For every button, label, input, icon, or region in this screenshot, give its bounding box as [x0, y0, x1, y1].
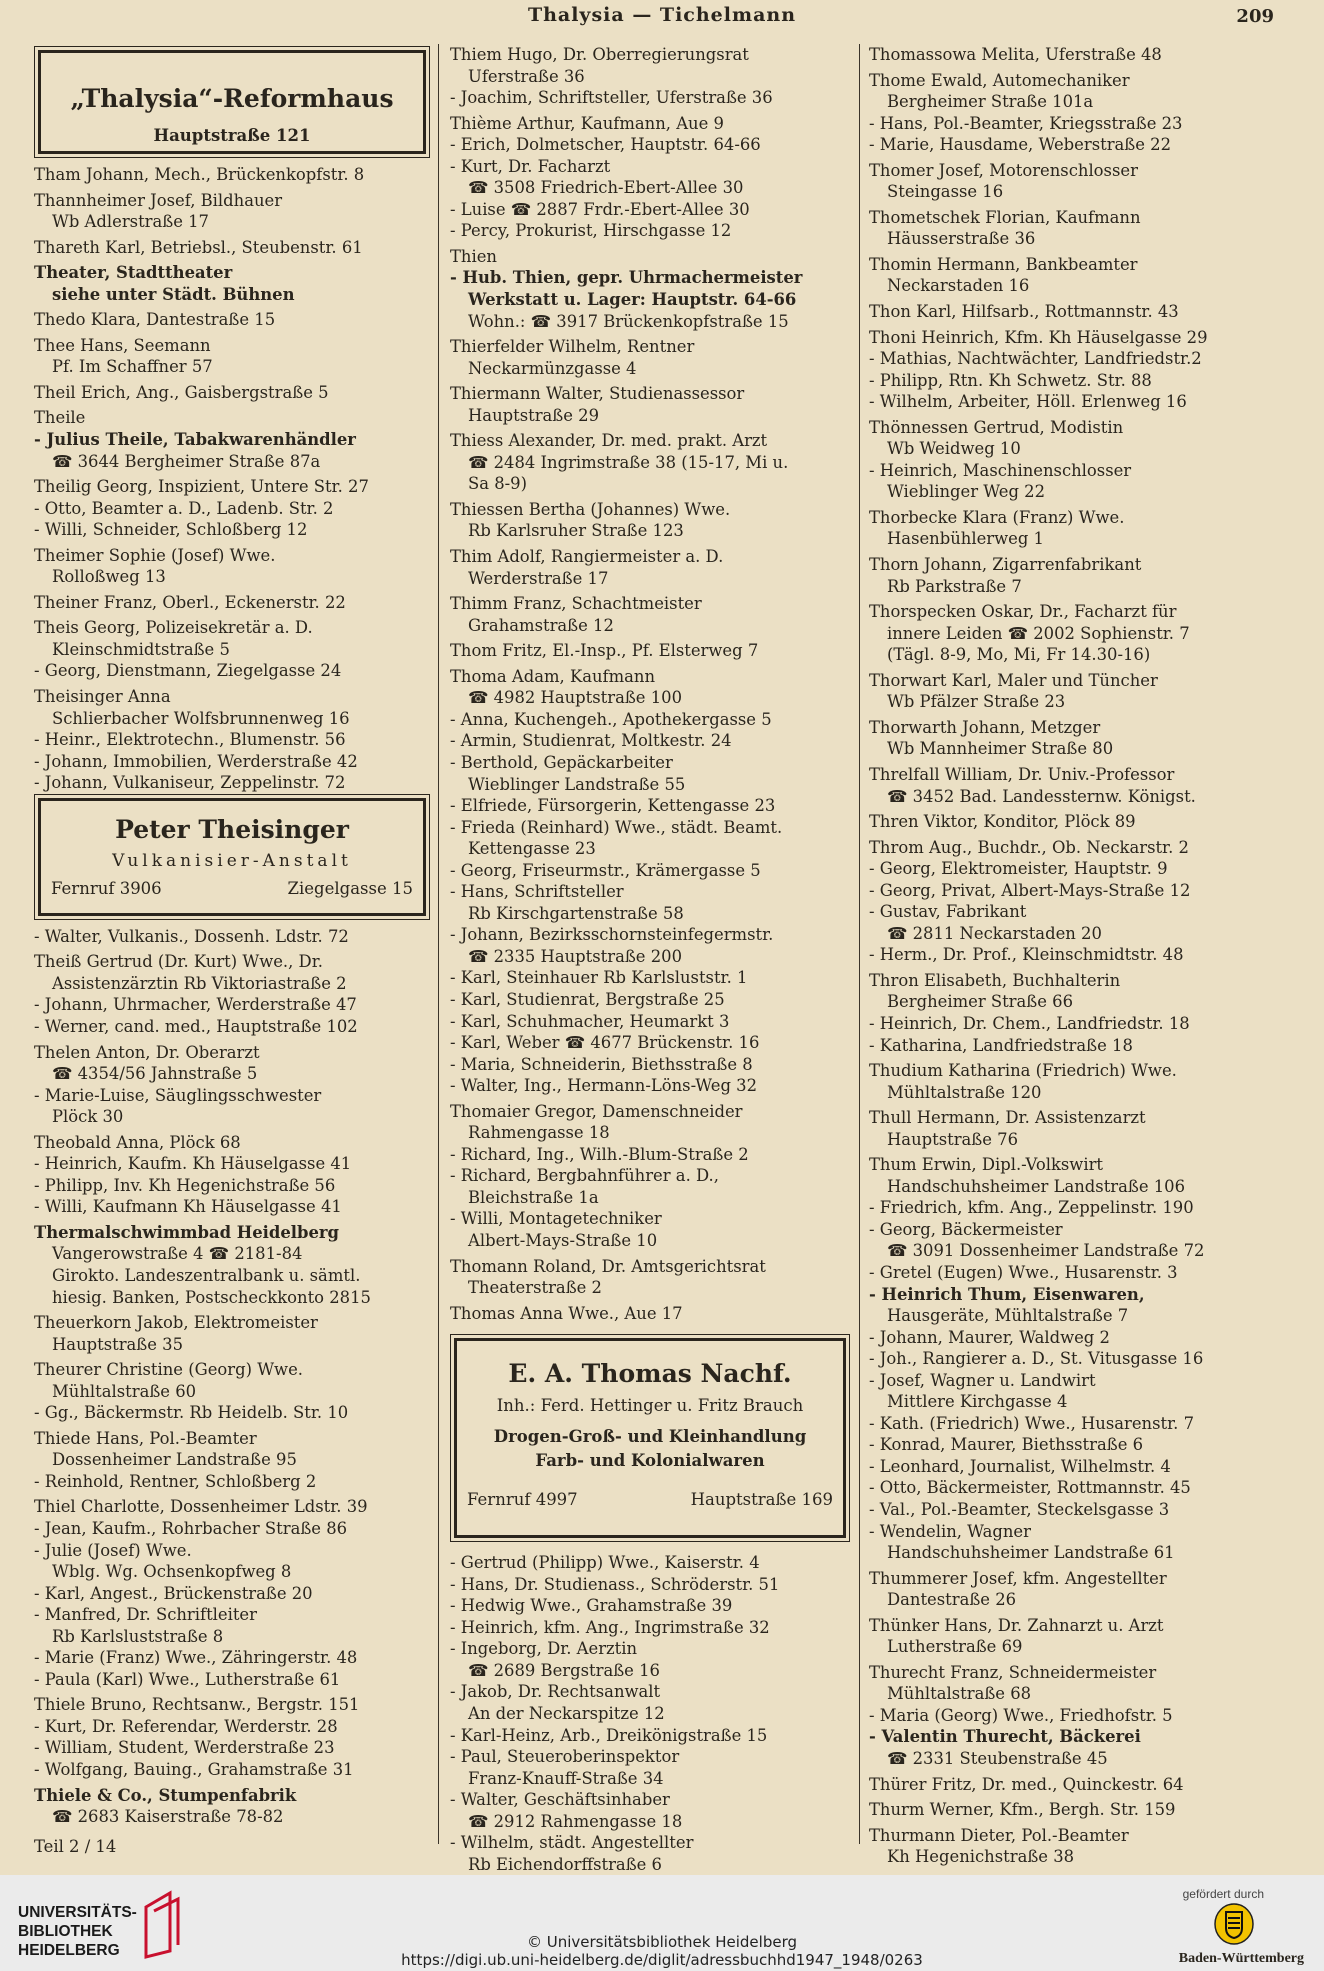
- permalink[interactable]: https://digi.ub.uni-heidelberg.de/diglit/adressbuchhd1947_1948/0263: [401, 1951, 923, 1969]
- directory-entry-line: Thedo Klara, Dantestraße 15: [34, 310, 276, 330]
- directory-entry-line: - Karl, Studienrat, Bergstraße 25: [450, 989, 725, 1009]
- directory-entry-line: - Philipp, Inv. Kh Hegenichstraße 56: [34, 1175, 336, 1195]
- directory-entry-line: Mühltalstraße 120: [887, 1082, 1042, 1102]
- directory-entry-line: Werderstraße 17: [468, 568, 609, 588]
- directory-entry-line: - Johann, Immobilien, Werderstraße 42: [34, 751, 358, 771]
- directory-entry-line: Thurm Werner, Kfm., Bergh. Str. 159: [869, 1800, 1176, 1820]
- directory-entry-line: Thorbecke Klara (Franz) Wwe.: [869, 507, 1125, 527]
- directory-entry-line: - Otto, Bäckermeister, Rottmannstr. 45: [869, 1478, 1191, 1498]
- entry-list: [34, 164, 430, 794]
- directory-entry-line: Theiß Gertrud (Dr. Kurt) Wwe., Dr.: [34, 952, 323, 972]
- directory-entry-line: - Walter, Ing., Hermann-Löns-Weg 32: [450, 1076, 758, 1096]
- directory-entry-line: Theater, Stadttheater: [34, 263, 233, 283]
- directory-entry-line: - Karl, Angest., Brückenstraße 20: [34, 1583, 313, 1603]
- ad-subtitle: Vulkanisier-Anstalt: [112, 850, 352, 871]
- directory-entry-line: Thee Hans, Seemann: [34, 335, 211, 355]
- directory-entry-line: Thiess Alexander, Dr. med. prakt. Arzt: [450, 431, 768, 451]
- directory-entry-line: - Hans, Schriftsteller: [450, 882, 624, 902]
- directory-entry-line: Assistenzärztin Rb Viktoriastraße 2: [52, 973, 347, 993]
- directory-entry-line: Thummerer Josef, kfm. Angestellter: [869, 1568, 1167, 1588]
- directory-entry-line: Tham Johann, Mech., Brückenkopfstr. 8: [34, 165, 365, 184]
- directory-entry-line: Wieblinger Weg 22: [887, 482, 1046, 502]
- viewer-footer: [0, 1875, 1324, 1971]
- directory-entry-line: - Hans, Dr. Studienass., Schröderstr. 51: [450, 1574, 780, 1594]
- part-marker: Teil 2 / 14: [34, 1836, 117, 1856]
- directory-entry-line: - Georg, Dienstmann, Ziegelgasse 24: [34, 661, 342, 681]
- entry-list: [450, 44, 856, 1324]
- directory-entry-line: - Gretel (Eugen) Wwe., Husarenstr. 3: [869, 1262, 1178, 1282]
- directory-entry-line: Thimm Franz, Schachtmeister: [450, 594, 702, 614]
- directory-entry-line: Wohn.: ☎ 3917 Brückenkopfstraße 15: [468, 311, 789, 331]
- directory-entry-line: Thurecht Franz, Schneidermeister: [869, 1662, 1157, 1682]
- directory-entry-line: ☎ 4354/56 Jahnstraße 5: [52, 1064, 258, 1084]
- directory-entry-line: - Walter, Vulkanis., Dossenh. Ldstr. 72: [34, 926, 349, 946]
- directory-entry-line: Bergheimer Straße 66: [887, 992, 1073, 1012]
- directory-entry-line: - Wendelin, Wagner: [869, 1521, 1031, 1541]
- directory-entry-line: Theilig Georg, Inspizient, Untere Str. 27: [34, 477, 369, 497]
- ad-title: E. A. Thomas Nachf.: [508, 1359, 792, 1389]
- directory-entry-line: Dossenheimer Landstraße 95: [52, 1450, 297, 1470]
- directory-entry-line: Rb Karlsluststraße 8: [52, 1626, 224, 1646]
- directory-entry-line: Rb Eichendorffstraße 6: [468, 1854, 662, 1874]
- directory-entry-line: Mühltalstraße 68: [887, 1684, 1032, 1704]
- directory-entry-line: Threlfall William, Dr. Univ.-Professor: [869, 764, 1175, 784]
- logo-line: HEIDELBERG: [18, 1942, 120, 1959]
- directory-entry-line: - Willi, Schneider, Schloßberg 12: [34, 520, 308, 540]
- directory-entry-line: - Heinrich, Dr. Chem., Landfriedstr. 18: [869, 1013, 1190, 1033]
- directory-entry-line: - Heinrich, Kaufm. Kh Häuselgasse 41: [34, 1154, 352, 1174]
- directory-entry-line: - Erich, Dolmetscher, Hauptstr. 64-66: [450, 135, 761, 155]
- directory-entry-line: Throm Aug., Buchdr., Ob. Neckarstr. 2: [869, 837, 1189, 857]
- ad-phone: Fernruf 4997: [467, 1489, 578, 1509]
- directory-entry-line: Thorwarth Johann, Metzger: [869, 717, 1101, 737]
- directory-entry-line: - Maria (Georg) Wwe., Friedhofstr. 5: [869, 1705, 1173, 1725]
- directory-entry-line: Wieblinger Landstraße 55: [468, 774, 686, 794]
- ad-business-line: Farb- und Kolonialwaren: [535, 1450, 765, 1470]
- directory-entry-line: Thomann Roland, Dr. Amtsgerichtsrat: [450, 1256, 766, 1276]
- directory-entry-line: Thomassowa Melita, Uferstraße 48: [869, 45, 1162, 64]
- directory-entry-line: - Marie-Luise, Säuglingsschwester: [34, 1085, 322, 1105]
- directory-entry-line: Thareth Karl, Betriebsl., Steubenstr. 61: [34, 237, 363, 257]
- directory-entry-line: Rb Karlsruher Straße 123: [468, 521, 684, 541]
- directory-entry-line: Thorn Johann, Zigarrenfabrikant: [869, 555, 1142, 575]
- directory-entry-line: siehe unter Städt. Bühnen: [52, 284, 295, 304]
- directory-entry-line: Neckarstaden 16: [887, 276, 1030, 296]
- directory-entry-line: - Heinrich, kfm. Ang., Ingrimstraße 32: [450, 1617, 770, 1637]
- directory-entry-line: - Percy, Prokurist, Hirschgasse 12: [450, 221, 732, 241]
- directory-entry-line: Thième Arthur, Kaufmann, Aue 9: [450, 113, 724, 133]
- directory-entry-line: Thiem Hugo, Dr. Oberregierungsrat: [450, 45, 749, 64]
- ad-address: Hauptstraße 121: [153, 126, 311, 145]
- directory-entry-line: - Frieda (Reinhard) Wwe., städt. Beamt.: [450, 817, 783, 837]
- directory-entry-line: Mittlere Kirchgasse 4: [887, 1392, 1068, 1412]
- directory-entry-line: - Joh., Rangierer a. D., St. Vitusgasse 16: [869, 1349, 1204, 1369]
- directory-entry-line: Thermalschwimmbad Heidelberg: [34, 1222, 340, 1242]
- directory-entry-line: ☎ 2689 Bergstraße 16: [468, 1660, 660, 1680]
- funded-by-label: gefördert durch: [1182, 1887, 1264, 1901]
- directory-entry-line: - Mathias, Nachtwächter, Landfriedstr.2: [869, 349, 1202, 369]
- directory-entry-line: Thomer Josef, Motorenschlosser: [869, 160, 1138, 180]
- directory-entry-line: - Armin, Studienrat, Moltkestr. 24: [450, 731, 732, 751]
- directory-entry-line: - Berthold, Gepäckarbeiter: [450, 752, 673, 772]
- entry-list: [869, 44, 1275, 1940]
- directory-entry-line: Thien: [450, 246, 497, 266]
- directory-entry-line: Thelen Anton, Dr. Oberarzt: [34, 1042, 260, 1062]
- directory-entry-line: Thull Hermann, Dr. Assistenzarzt: [869, 1108, 1146, 1128]
- directory-entry-line: - Ingeborg, Dr. Aerztin: [450, 1639, 638, 1659]
- entry-list: [34, 926, 430, 1828]
- directory-entry-line: Thudium Katharina (Friedrich) Wwe.: [869, 1061, 1177, 1081]
- directory-entry-line: Neckarmünzgasse 4: [468, 358, 637, 378]
- directory-entry-line: ☎ 2683 Kaiserstraße 78-82: [52, 1807, 284, 1827]
- directory-entry-line: - Johann, Uhrmacher, Werderstraße 47: [34, 995, 357, 1015]
- column-rule: [438, 44, 439, 1844]
- directory-entry-line: - Valentin Thurecht, Bäckerei: [869, 1727, 1141, 1747]
- directory-entry-line: - William, Student, Werderstraße 23: [34, 1738, 335, 1758]
- directory-entry-line: Wb Weidweg 10: [887, 439, 1021, 459]
- directory-entry-line: Rb Kirschgartenstraße 58: [468, 903, 684, 923]
- directory-entry-line: Thoma Adam, Kaufmann: [450, 666, 656, 686]
- directory-entry-line: - Friedrich, kfm. Ang., Zeppelinstr. 190: [869, 1198, 1194, 1218]
- directory-entry-line: Theis Georg, Polizeisekretär a. D.: [34, 618, 313, 638]
- directory-entry-line: - Jean, Kaufm., Rohrbacher Straße 86: [34, 1518, 348, 1538]
- column-2: [450, 44, 856, 1875]
- directory-entry-line: Albert-Mays-Straße 10: [468, 1230, 658, 1250]
- directory-entry-line: - Philipp, Rtn. Kh Schwetz. Str. 88: [869, 370, 1152, 390]
- directory-entry-line: Werkstatt u. Lager: Hauptstr. 64-66: [468, 290, 797, 310]
- directory-entry-line: - Johann, Vulkaniseur, Zeppelinstr. 72: [34, 773, 346, 793]
- directory-entry-line: Steingasse 16: [887, 182, 1004, 202]
- directory-entry-line: hiesig. Banken, Postscheckkonto 2815: [52, 1287, 371, 1307]
- column-rule: [859, 44, 860, 1844]
- funder-name: Baden-Württemberg: [1178, 1951, 1304, 1966]
- copyright: © Universitätsbibliothek Heidelberg: [526, 1933, 797, 1951]
- directory-entry-line: Kleinschmidtstraße 5: [52, 639, 230, 659]
- directory-entry-line: - Georg, Bäckermeister: [869, 1219, 1063, 1239]
- directory-entry-line: - Reinhold, Rentner, Schloßberg 2: [34, 1471, 317, 1491]
- directory-entry-line: - Heinr., Elektrotechn., Blumenstr. 56: [34, 730, 346, 750]
- directory-entry-line: ☎ 2331 Steubenstraße 45: [887, 1749, 1108, 1769]
- column-1: [34, 44, 430, 1857]
- directory-entry-line: - Konrad, Maurer, Biethsstraße 6: [869, 1435, 1144, 1455]
- directory-entry-line: Kh Hegenichstraße 38: [887, 1847, 1075, 1867]
- directory-entry-line: - Georg, Elektromeister, Hauptstr. 9: [869, 859, 1168, 879]
- directory-entry-line: - Josef, Wagner u. Landwirt: [869, 1370, 1096, 1390]
- directory-entry-line: Theaterstraße 2: [468, 1278, 602, 1298]
- directory-entry-line: Wb Adlerstraße 17: [52, 212, 209, 232]
- directory-entry-line: - Gertrud (Philipp) Wwe., Kaiserstr. 4: [450, 1553, 760, 1573]
- directory-entry-line: Theil Erich, Ang., Gaisbergstraße 5: [34, 382, 329, 402]
- directory-entry-line: Hauptstraße 29: [468, 405, 600, 425]
- directory-entry-line: Thurmann Dieter, Pol.-Beamter: [869, 1825, 1129, 1845]
- directory-entry-line: - Marie (Franz) Wwe., Zähringerstr. 48: [34, 1648, 358, 1668]
- directory-entry-line: - Katharina, Landfriedstraße 18: [869, 1035, 1133, 1055]
- entry-list: [450, 1552, 856, 1875]
- directory-entry-line: ☎ 2335 Hauptstraße 200: [468, 946, 682, 966]
- directory-entry-line: Thiermann Walter, Studienassessor: [450, 384, 745, 404]
- directory-entry-line: - Maria, Schneiderin, Biethsstraße 8: [450, 1054, 753, 1074]
- directory-entry-line: - Johann, Bezirksschornsteinfegermstr.: [450, 925, 774, 945]
- directory-entry-line: Thometschek Florian, Kaufmann: [869, 207, 1141, 227]
- directory-entry-line: Handschuhsheimer Landstraße 61: [887, 1543, 1175, 1563]
- directory-entry-line: Wb Mannheimer Straße 80: [887, 739, 1114, 759]
- page-number: 209: [1236, 6, 1274, 27]
- directory-entry-line: - Richard, Bergbahnführer a. D.,: [450, 1166, 719, 1186]
- directory-entry-line: Thierfelder Wilhelm, Rentner: [450, 337, 695, 357]
- ad-phone: Fernruf 3906: [51, 879, 162, 899]
- directory-entry-line: Wblg. Wg. Ochsenkopfweg 8: [52, 1562, 292, 1582]
- directory-entry-line: Kettengasse 23: [468, 839, 596, 859]
- directory-entry-line: Vangerowstraße 4 ☎ 2181-84: [52, 1244, 303, 1264]
- directory-entry-line: - Paul, Steueroberinspektor: [450, 1747, 680, 1767]
- directory-entry-line: Franz-Knauff-Straße 34: [468, 1768, 664, 1788]
- directory-entry-line: Hauptstraße 76: [887, 1129, 1019, 1149]
- directory-entry-line: - Karl, Schuhmacher, Heumarkt 3: [450, 1011, 730, 1031]
- ad-thalysia: [38, 50, 426, 154]
- logo-line: UNIVERSITÄTS-: [18, 1904, 137, 1921]
- directory-entry-line: Rb Parkstraße 7: [887, 576, 1022, 596]
- directory-entry-line: - Julius Theile, Tabakwarenhändler: [34, 430, 356, 450]
- directory-entry-line: - Willi, Kaufmann Kh Häuselgasse 41: [34, 1197, 342, 1217]
- directory-entry-line: - Georg, Privat, Albert-Mays-Straße 12: [869, 880, 1191, 900]
- directory-entry-line: Thomaier Gregor, Damenschneider: [450, 1101, 743, 1121]
- directory-entry-line: Häusserstraße 36: [887, 229, 1036, 249]
- directory-entry-line: Thum Erwin, Dipl.-Volkswirt: [869, 1155, 1103, 1175]
- directory-entry-line: Thiessen Bertha (Johannes) Wwe.: [450, 499, 731, 519]
- directory-entry-line: - Karl-Heinz, Arb., Dreikönigstraße 15: [450, 1725, 768, 1745]
- directory-entry-line: ☎ 3091 Dossenheimer Landstraße 72: [887, 1241, 1205, 1261]
- directory-entry-line: - Willi, Montagetechniker: [450, 1209, 662, 1229]
- directory-entry-line: - Elfriede, Fürsorgerin, Kettengasse 23: [450, 796, 776, 816]
- directory-entry-line: - Kurt, Dr. Referendar, Werderstr. 28: [34, 1716, 338, 1736]
- directory-entry-line: - Hedwig Wwe., Grahamstraße 39: [450, 1596, 733, 1616]
- directory-entry-line: Theuerkorn Jakob, Elektromeister: [34, 1313, 318, 1333]
- directory-entry-line: Thorspecken Oskar, Dr., Facharzt für: [869, 602, 1177, 622]
- directory-entry-line: - Luise ☎ 2887 Frdr.-Ebert-Allee 30: [450, 199, 750, 219]
- ad-theisinger: [38, 798, 426, 916]
- directory-entry-line: Hauptstraße 35: [52, 1334, 184, 1354]
- directory-entry-line: - Otto, Beamter a. D., Ladenb. Str. 2: [34, 498, 334, 518]
- directory-entry-line: Thünker Hans, Dr. Zahnarzt u. Arzt: [869, 1615, 1164, 1635]
- directory-entry-line: ☎ 2811 Neckarstaden 20: [887, 923, 1102, 943]
- directory-entry-line: - Gustav, Fabrikant: [869, 902, 1027, 922]
- directory-entry-line: innere Leiden ☎ 2002 Sophienstr. 7: [887, 623, 1190, 643]
- directory-entry-line: Theobald Anna, Plöck 68: [34, 1132, 241, 1152]
- directory-entry-line: Thomin Hermann, Bankbeamter: [869, 254, 1138, 274]
- directory-entry-line: ☎ 3508 Friedrich-Ebert-Allee 30: [468, 178, 744, 198]
- directory-entry-line: Hausgeräte, Mühltalstraße 7: [887, 1306, 1129, 1326]
- directory-entry-line: - Leonhard, Journalist, Wilhelmstr. 4: [869, 1456, 1171, 1476]
- directory-entry-line: Bergheimer Straße 101a: [887, 92, 1094, 112]
- directory-entry-line: - Georg, Friseurmstr., Krämergasse 5: [450, 860, 761, 880]
- directory-entry-line: Thron Elisabeth, Buchhalterin: [869, 970, 1121, 990]
- directory-entry-line: Pf. Im Schaffner 57: [52, 357, 213, 377]
- directory-entry-line: Theisinger Anna: [34, 687, 171, 707]
- directory-entry-line: Thome Ewald, Automechaniker: [869, 70, 1130, 90]
- directory-entry-line: Rahmengasse 18: [468, 1123, 610, 1143]
- directory-entry-line: Thiel Charlotte, Dossenheimer Ldstr. 39: [34, 1497, 368, 1517]
- directory-entry-line: Lutherstraße 69: [887, 1637, 1023, 1657]
- directory-entry-line: Girokto. Landeszentralbank u. sämtl.: [52, 1265, 361, 1285]
- directory-entry-line: - Jakob, Dr. Rechtsanwalt: [450, 1682, 661, 1702]
- ad-owners: Inh.: Ferd. Hettinger u. Fritz Brauch: [496, 1396, 804, 1416]
- directory-entry-line: - Wolfgang, Bauing., Grahamstraße 31: [34, 1760, 354, 1779]
- ad-title: „Thalysia“-Reformhaus: [70, 84, 394, 113]
- baden-wuerttemberg-seal-icon: [1214, 1902, 1254, 1946]
- directory-entry-line: - Marie, Hausdame, Weberstraße 22: [869, 135, 1172, 155]
- directory-entry-line: Thoni Heinrich, Kfm. Kh Häuselgasse 29: [869, 327, 1208, 347]
- directory-entry-line: ☎ 3644 Bergheimer Straße 87a: [52, 451, 321, 471]
- ad-thomas-nachf: [454, 1338, 846, 1538]
- directory-entry-line: - Walter, Geschäftsinhaber: [450, 1790, 670, 1810]
- directory-entry-line: - Heinrich Thum, Eisenwaren,: [869, 1284, 1145, 1304]
- directory-entry-line: Uferstraße 36: [468, 66, 585, 86]
- directory-entry-line: - Hans, Pol.-Beamter, Kriegsstraße 23: [869, 113, 1183, 133]
- directory-entry-line: - Anna, Kuchengeh., Apothekergasse 5: [450, 709, 772, 729]
- directory-entry-line: - Kurt, Dr. Facharzt: [450, 156, 611, 176]
- ad-address: Ziegelgasse 15: [287, 879, 413, 899]
- ad-address: Hauptstraße 169: [690, 1489, 833, 1509]
- directory-entry-line: - Paula (Karl) Wwe., Lutherstraße 61: [34, 1669, 341, 1689]
- directory-entry-line: Hasenbühlerweg 1: [887, 529, 1044, 549]
- running-head: Thalysia — Tichelmann: [527, 4, 797, 26]
- directory-entry-line: Thiele & Co., Stumpenfabrik: [34, 1785, 297, 1805]
- directory-entry-line: Schlierbacher Wolfsbrunnenweg 16: [52, 708, 350, 728]
- directory-entry-line: - Werner, cand. med., Hauptstraße 102: [34, 1016, 358, 1036]
- directory-entry-line: - Wilhelm, städt. Angestellter: [450, 1833, 694, 1853]
- directory-entry-line: Grahamstraße 12: [468, 615, 614, 635]
- directory-entry-line: Mühltalstraße 60: [52, 1381, 197, 1401]
- directory-entry-line: An der Neckarspitze 12: [468, 1704, 665, 1723]
- directory-entry-line: Thönnessen Gertrud, Modistin: [869, 417, 1124, 437]
- directory-entry-line: - Karl, Weber ☎ 4677 Brückenstr. 16: [450, 1033, 760, 1053]
- directory-entry-line: - Heinrich, Maschinenschlosser: [869, 460, 1132, 480]
- directory-entry-line: Rolloßweg 13: [52, 567, 166, 587]
- directory-entry-line: Handschuhsheimer Landstraße 106: [887, 1176, 1186, 1196]
- directory-entry-line: - Val., Pol.-Beamter, Steckelsgasse 3: [869, 1500, 1170, 1519]
- directory-entry-line: - Gg., Bäckermstr. Rb Heidelb. Str. 10: [34, 1403, 349, 1423]
- directory-entry-line: - Manfred, Dr. Schriftleiter: [34, 1605, 257, 1625]
- directory-entry-line: Thim Adolf, Rangiermeister a. D.: [450, 547, 724, 567]
- directory-entry-line: Theurer Christine (Georg) Wwe.: [34, 1360, 303, 1380]
- directory-entry-line: Thiele Bruno, Rechtsanw., Bergstr. 151: [34, 1695, 360, 1715]
- directory-entry-line: ☎ 2912 Rahmengasse 18: [468, 1811, 683, 1831]
- directory-entry-line: - Wilhelm, Arbeiter, Höll. Erlenweg 16: [869, 392, 1187, 412]
- directory-entry-line: - Hub. Thien, gepr. Uhrmachermeister: [450, 268, 803, 288]
- directory-entry-line: Thiede Hans, Pol.-Beamter: [34, 1428, 257, 1448]
- directory-entry-line: Sa 8-9): [468, 474, 527, 494]
- directory-entry-line: (Tägl. 8-9, Mo, Mi, Fr 14.30-16): [887, 645, 1151, 665]
- directory-entry-line: - Richard, Ing., Wilh.-Blum-Straße 2: [450, 1144, 749, 1164]
- directory-entry-line: - Johann, Maurer, Waldweg 2: [869, 1327, 1110, 1347]
- directory-entry-line: Thürer Fritz, Dr. med., Quinckestr. 64: [869, 1774, 1184, 1794]
- directory-entry-line: Thon Karl, Hilfsarb., Rottmannstr. 43: [869, 302, 1179, 322]
- column-3: [869, 44, 1275, 1940]
- directory-entry-line: - Kath. (Friedrich) Wwe., Husarenstr. 7: [869, 1413, 1194, 1433]
- directory-entry-line: - Karl, Steinhauer Rb Karlsluststr. 1: [450, 968, 748, 988]
- directory-entry-line: Thomas Anna Wwe., Aue 17: [450, 1303, 683, 1323]
- directory-entry-line: Thannheimer Josef, Bildhauer: [34, 190, 283, 210]
- directory-entry-line: Thorwart Karl, Maler und Tüncher: [869, 670, 1158, 690]
- directory-entry-line: Thren Viktor, Konditor, Plöck 89: [869, 812, 1136, 832]
- directory-entry-line: Theiner Franz, Oberl., Eckenerstr. 22: [34, 592, 346, 612]
- directory-entry-line: Plöck 30: [52, 1107, 124, 1127]
- directory-entry-line: - Herm., Dr. Prof., Kleinschmidtstr. 48: [869, 945, 1184, 965]
- directory-entry-line: Thom Fritz, El.-Insp., Pf. Elsterweg 7: [450, 641, 759, 661]
- directory-entry-line: Dantestraße 26: [887, 1590, 1017, 1610]
- directory-entry-line: ☎ 3452 Bad. Landessternw. Königst.: [887, 786, 1196, 806]
- directory-entry-line: - Julie (Josef) Wwe.: [34, 1540, 192, 1560]
- ad-title: Peter Theisinger: [115, 814, 349, 844]
- directory-entry-line: Wb Pfälzer Straße 23: [887, 692, 1066, 712]
- directory-entry-line: ☎ 4982 Hauptstraße 100: [468, 688, 682, 708]
- logo-line: BIBLIOTHEK: [18, 1923, 113, 1940]
- directory-entry-line: ☎ 2484 Ingrimstraße 38 (15-17, Mi u.: [468, 452, 789, 472]
- directory-entry-line: Theimer Sophie (Josef) Wwe.: [34, 545, 276, 565]
- directory-entry-line: Theile: [34, 408, 86, 428]
- ad-business-line: Drogen-Groß- und Kleinhandlung: [493, 1426, 807, 1446]
- directory-entry-line: - Joachim, Schriftsteller, Uferstraße 36: [450, 88, 773, 108]
- directory-entry-line: Bleichstraße 1a: [468, 1187, 599, 1207]
